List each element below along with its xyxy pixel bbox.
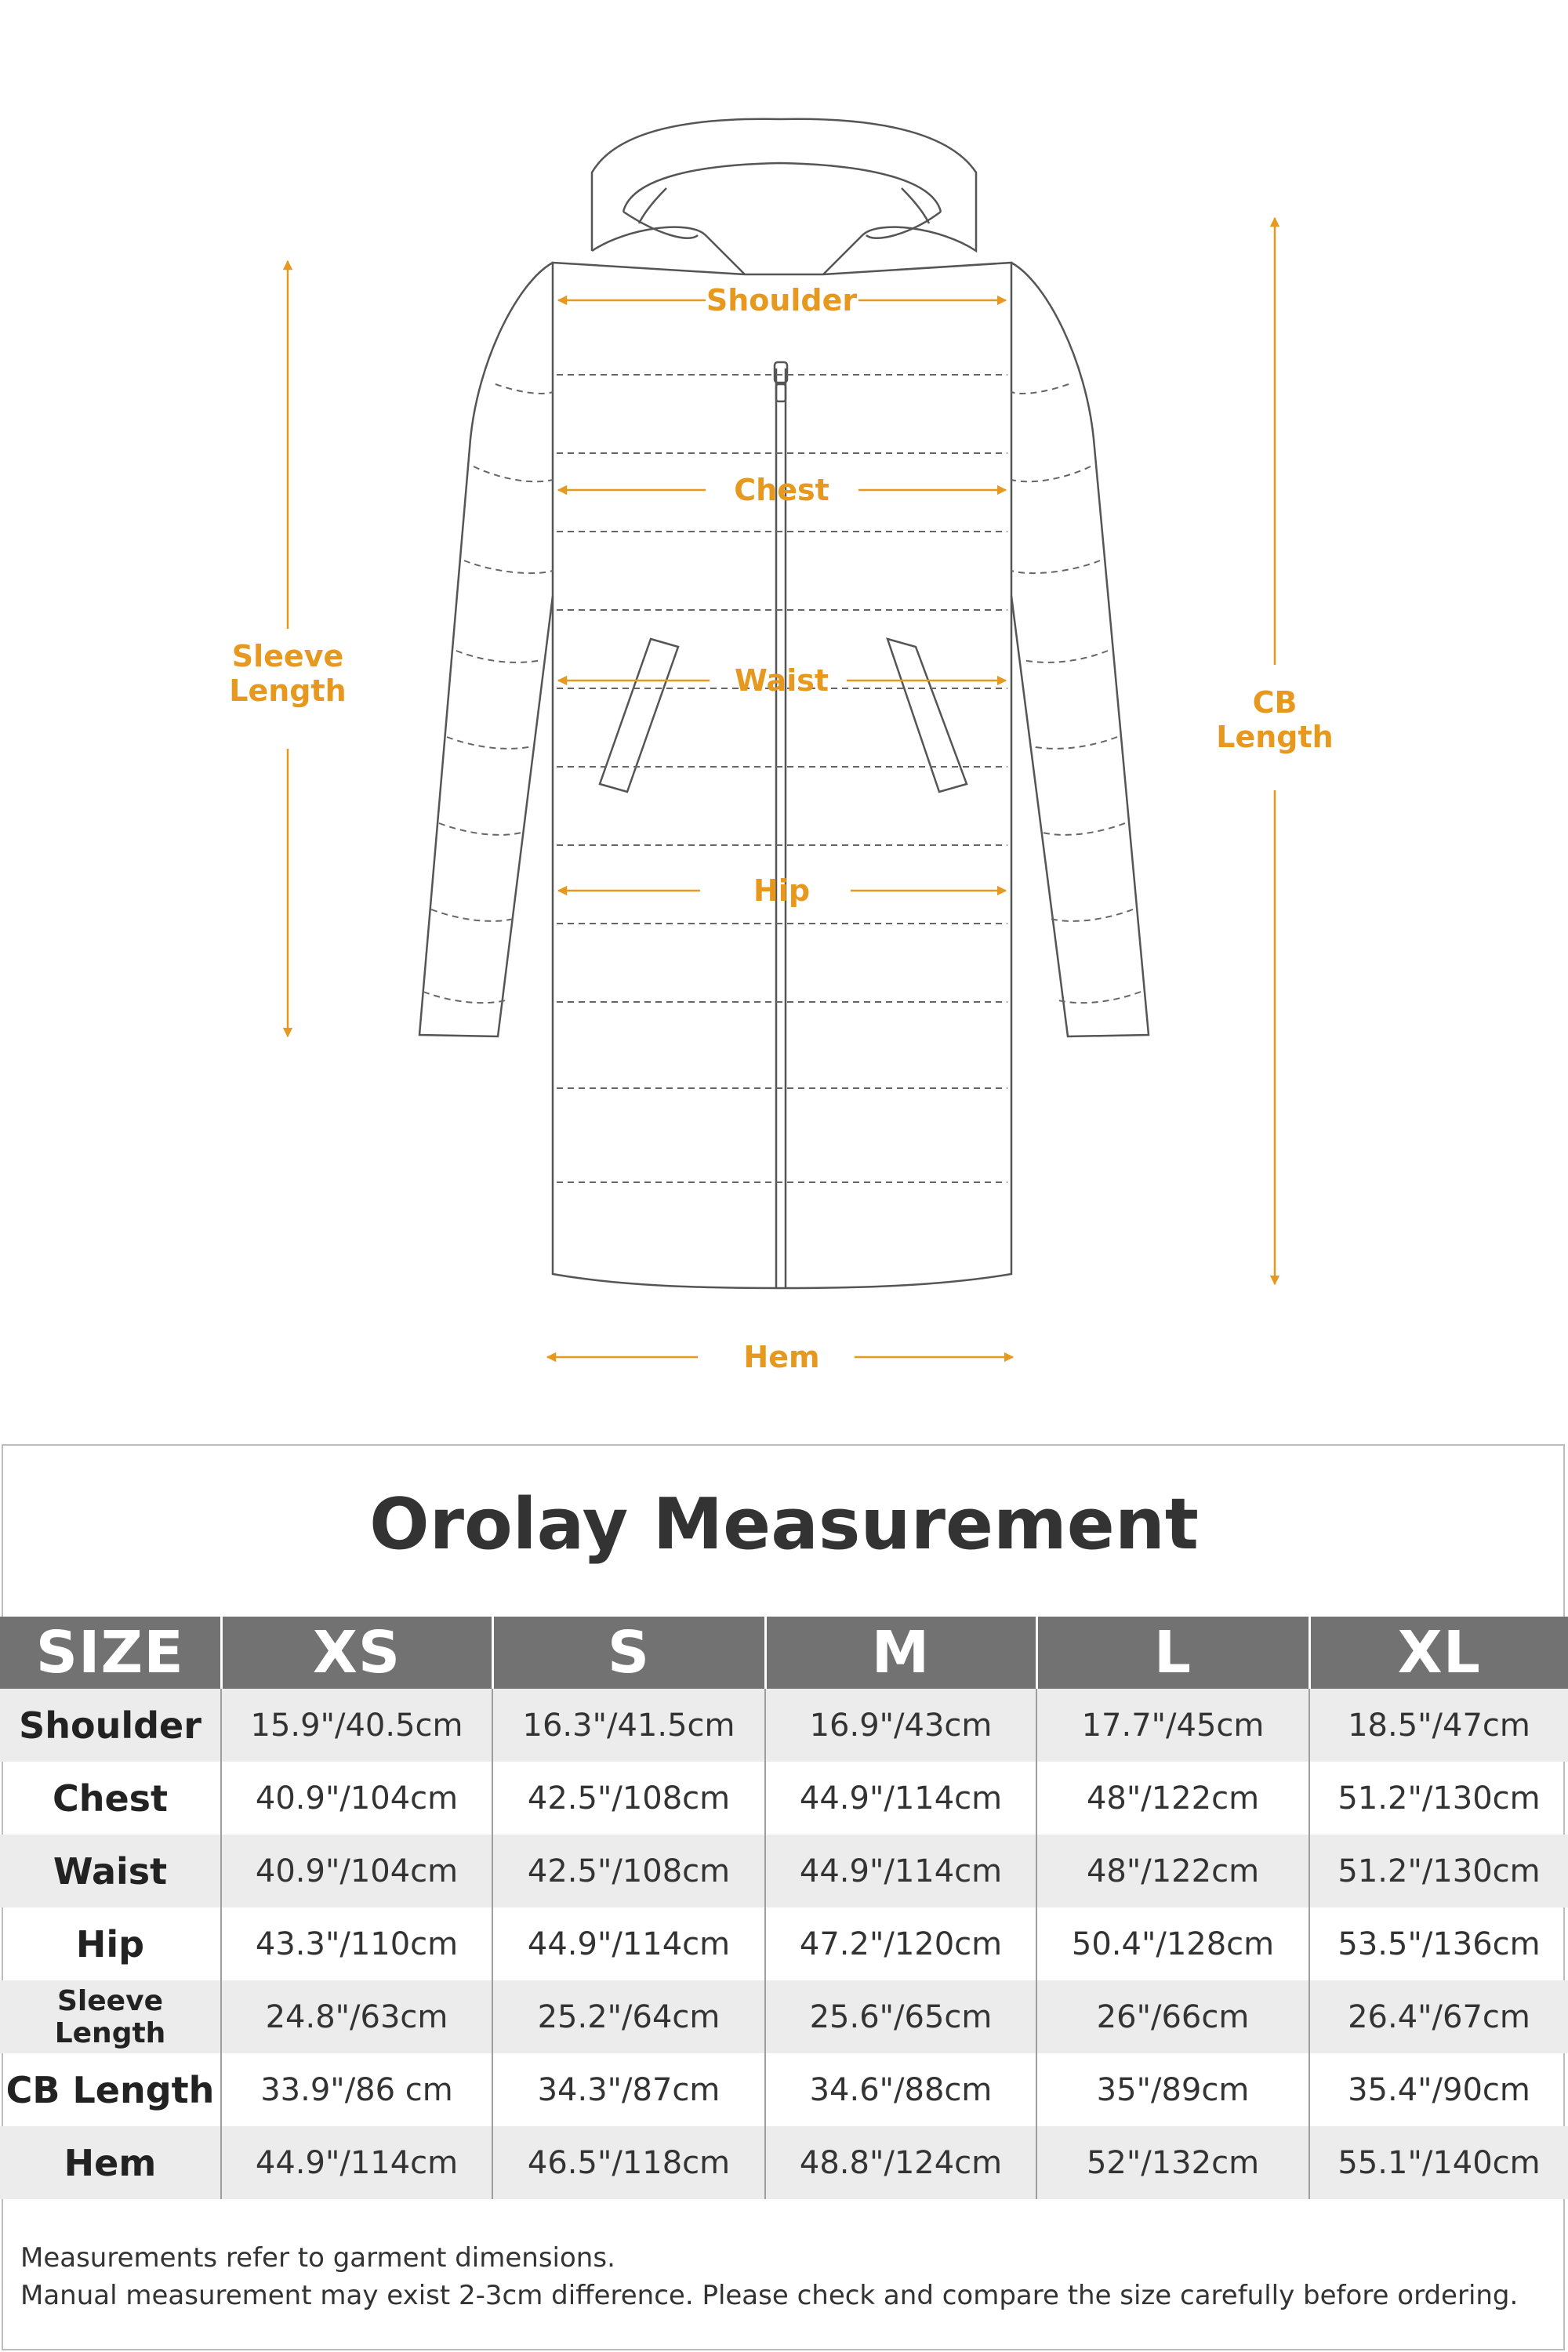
table-cell: 17.7"/45cm (1036, 1689, 1309, 1762)
table-cell: 43.3"/110cm (221, 1907, 492, 1980)
table-cell: 34.6"/88cm (765, 2053, 1036, 2126)
table-cell: 40.9"/104cm (221, 1762, 492, 1835)
table-cell: 25.2"/64cm (492, 1980, 765, 2053)
note-line-1: Measurements refer to garment dimensions. (20, 2242, 615, 2274)
table-cell: 25.6"/65cm (765, 1980, 1036, 2053)
table-cell: 42.5"/108cm (492, 1835, 765, 1907)
row-label: Shoulder (0, 1689, 221, 1762)
table-row-cb-length (0, 2053, 1568, 2126)
table-cell: 16.3"/41.5cm (492, 1689, 765, 1762)
hem-label: Hem (743, 1340, 820, 1374)
table-cell: 16.9"/43cm (765, 1689, 1036, 1762)
size-header-row (0, 1617, 1568, 1689)
row-label: Sleeve Length (0, 1980, 221, 2053)
row-label: Waist (0, 1835, 221, 1907)
table-row-shoulder (0, 1689, 1568, 1762)
table-cell: 42.5"/108cm (492, 1762, 765, 1835)
hip-label: Hip (753, 873, 811, 908)
table-cell: 51.2"/130cm (1309, 1835, 1568, 1907)
table-cell: 34.3"/87cm (492, 2053, 765, 2126)
table-row-sleeve-length (0, 1980, 1568, 2053)
table-cell: 55.1"/140cm (1309, 2126, 1568, 2199)
table-cell: 51.2"/130cm (1338, 1780, 1541, 1817)
header-m: M (765, 1617, 1036, 1689)
chart-title: Orolay Measurement (369, 1483, 1199, 1566)
table-cell: 47.2"/120cm (765, 1907, 1036, 1980)
table-cell: 40.9"/104cm (221, 1835, 492, 1907)
table-cell: 52"/132cm (1036, 2126, 1309, 2199)
chest-label: Chest (734, 473, 829, 507)
header-size: SIZE (0, 1617, 221, 1689)
table-cell: 46.5"/118cm (492, 2126, 765, 2199)
table-cell: 48"/122cm (1036, 1762, 1309, 1835)
size-table (0, 1617, 1568, 2199)
table-cell: 44.9"/114cm (765, 1835, 1036, 1907)
table-cell: 24.8"/63cm (221, 1980, 492, 2053)
table-row-chest (0, 1762, 1568, 1835)
note-line-2: Manual measurement may exist 2-3cm difference. Please check and compare the size carefully before ordering. (20, 2280, 1519, 2311)
measurement-notes (20, 2239, 1549, 2314)
row-label: Hem (0, 2126, 221, 2199)
sleeve-length-label-line1: Sleeve (231, 639, 344, 673)
header-l: L (1036, 1617, 1309, 1689)
waist-label: Waist (734, 663, 829, 698)
table-cell: 35.4"/90cm (1348, 2071, 1530, 2108)
table-cell: 15.9"/40.5cm (221, 1689, 492, 1762)
table-row-hip (0, 1907, 1568, 1980)
table-cell: 44.9"/114cm (221, 2126, 492, 2199)
table-cell: 35"/89cm (1036, 2053, 1309, 2126)
table-cell: 44.9"/114cm (492, 1907, 765, 1980)
sleeve-length-label (194, 639, 382, 708)
shoulder-label: Shoulder (706, 283, 858, 318)
cb-length-label-line2: Length (1216, 720, 1334, 754)
header-xl: XL (1309, 1617, 1568, 1689)
table-cell: 48.8"/124cm (765, 2126, 1036, 2199)
table-cell: 33.9"/86 cm (221, 2053, 492, 2126)
cb-length-label (1181, 685, 1369, 754)
table-cell: 44.9"/114cm (765, 1762, 1036, 1835)
row-label: Chest (0, 1762, 221, 1835)
header-s: S (492, 1617, 765, 1689)
sleeve-length-label-line2: Length (229, 673, 347, 708)
table-cell: 26"/66cm (1036, 1980, 1309, 2053)
header-xs: XS (221, 1617, 492, 1689)
table-cell: 53.5"/136cm (1338, 1926, 1541, 1962)
table-row-waist (0, 1835, 1568, 1907)
table-cell: 48"/122cm (1036, 1835, 1309, 1907)
table-row-hem (0, 2126, 1568, 2199)
row-label: CB Length (0, 2053, 221, 2126)
table-cell: 18.5"/47cm (1309, 1689, 1568, 1762)
row-label: Hip (0, 1907, 221, 1980)
table-cell: 50.4"/128cm (1036, 1907, 1309, 1980)
table-cell: 26.4"/67cm (1309, 1980, 1568, 2053)
cb-length-label-line1: CB (1252, 685, 1298, 720)
